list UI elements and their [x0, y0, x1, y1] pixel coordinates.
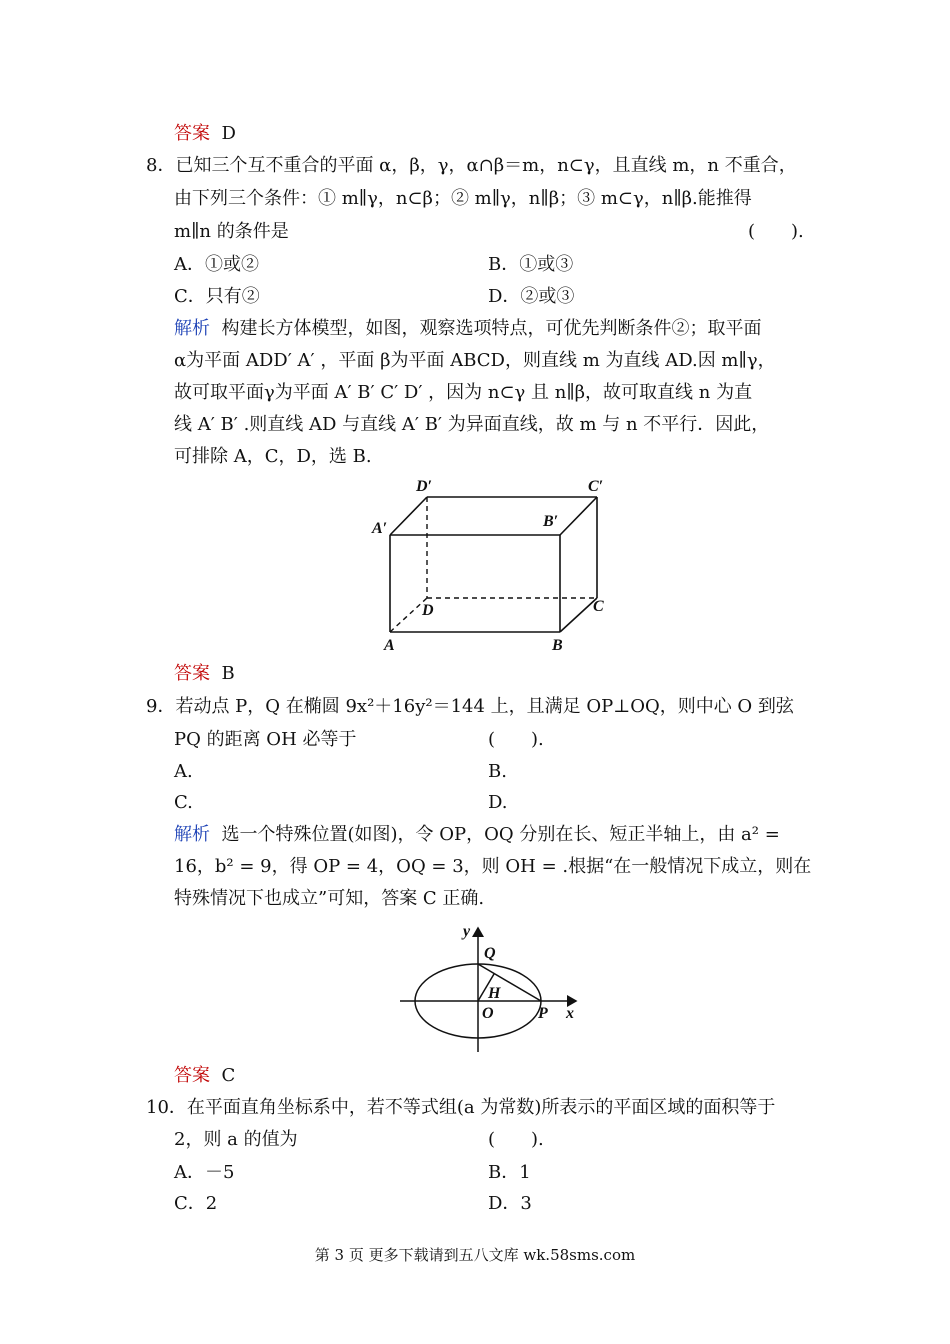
label-c: C [593, 598, 604, 615]
q8-option-a: A．①或② [174, 254, 259, 275]
q10-option-c: C．2 [174, 1193, 218, 1214]
q8-analysis-line-4: 线 A′ B′ .则直线 AD 与直线 A′ B′ 为异面直线，故 m 与 n 不平行．因此， [174, 414, 770, 435]
label-x-axis: x [566, 1005, 574, 1022]
q9-stem-line-1: 9．若动点 P，Q 在椭圆 9x²＋16y²＝144 上，且满足 OP⊥OQ，则中心 O 到弦 [146, 696, 794, 717]
label-a: A [384, 637, 395, 654]
q10-answer-paren: ( ). [488, 1129, 544, 1150]
q9-answer-paren: ( ). [488, 729, 544, 750]
q8-answer-paren: ( ). [748, 221, 804, 242]
label-y-axis: y [463, 923, 471, 940]
label-d-prime: D′ [416, 478, 433, 495]
page-footer: 第 3 页 更多下载请到五八文库 wk.58sms.com [314, 1246, 636, 1264]
q8-analysis-line-3: 故可取平面γ为平面 A′ B′ C′ D′ ，因为 n⊂γ 且 n∥β，故可取直线 n 为直 [174, 382, 753, 403]
q9-option-a: A. [174, 761, 193, 782]
analysis-label: 解析 [174, 824, 210, 845]
q8-stem-line-1: 8．已知三个互不重合的平面 α，β，γ，α∩β＝m，n⊂γ，且直线 m，n 不重合， [146, 155, 797, 176]
q9-analysis-line-1: 解析 选一个特殊位置(如图)，令 OP，OQ 分别在长、短正半轴上，由 a² = [174, 824, 780, 845]
label-b-prime: B′ [543, 513, 559, 530]
analysis-label: 解析 [174, 318, 210, 339]
label-a-prime: A′ [372, 520, 388, 537]
label-b: B [552, 637, 563, 654]
q8-option-b: B．①或③ [488, 254, 574, 275]
answer-label: 答案 [174, 1065, 210, 1086]
q8-option-c: C．只有② [174, 286, 260, 307]
q9-option-b: B. [488, 761, 507, 782]
label-p: P [538, 1005, 548, 1022]
q10-stem-line-1: 10．在平面直角坐标系中，若不等式组(a 为常数)所表示的平面区域的面积等于 [146, 1097, 776, 1118]
answer-value: B [221, 663, 235, 684]
answer-label: 答案 [174, 123, 210, 144]
label-d: D [422, 602, 434, 619]
q10-option-a: A．－5 [174, 1162, 235, 1183]
q10-option-b: B．1 [488, 1162, 531, 1183]
q10-stem-line-2: 2，则 a 的值为 [174, 1129, 298, 1150]
q9-option-d: D. [488, 792, 508, 813]
label-q: Q [484, 945, 496, 962]
q9-answer [174, 1063, 235, 1089]
q9-option-c: C. [174, 792, 193, 813]
answer-value: D [221, 123, 236, 144]
label-c-prime: C′ [588, 478, 604, 495]
answer-value: C [221, 1065, 236, 1086]
q9-stem-line-2: PQ 的距离 OH 必等于 [174, 729, 357, 750]
q10-option-d: D．3 [488, 1193, 532, 1214]
label-o: O [482, 1005, 494, 1022]
label-h: H [488, 985, 501, 1002]
q8-analysis-line-2: α为平面 ADD′ A′ ，平面 β为平面 ABCD，则直线 m 为直线 AD.因 m∥γ， [174, 350, 776, 371]
q8-stem-line-3: m∥n 的条件是 [174, 221, 289, 242]
answer-label: 答案 [174, 663, 210, 684]
q8-analysis-line-1: 解析 构建长方体模型，如图，观察选项特点，可优先判断条件②；取平面 [174, 318, 762, 339]
q9-analysis-line-3: 特殊情况下也成立”可知，答案 C 正确. [174, 888, 485, 909]
q9-analysis-line-2: 16，b² = 9，得 OP = 4，OQ = 3，则 OH = .根据“在一般情况下成立，则在 [174, 856, 812, 877]
q8-analysis-line-5: 可排除 A，C，D，选 B. [174, 446, 372, 467]
q8-stem-line-2: 由下列三个条件：① m∥γ，n⊂β；② m∥γ，n∥β；③ m⊂γ，n∥β.能推得 [174, 188, 752, 209]
q8-option-d: D．②或③ [488, 286, 575, 307]
